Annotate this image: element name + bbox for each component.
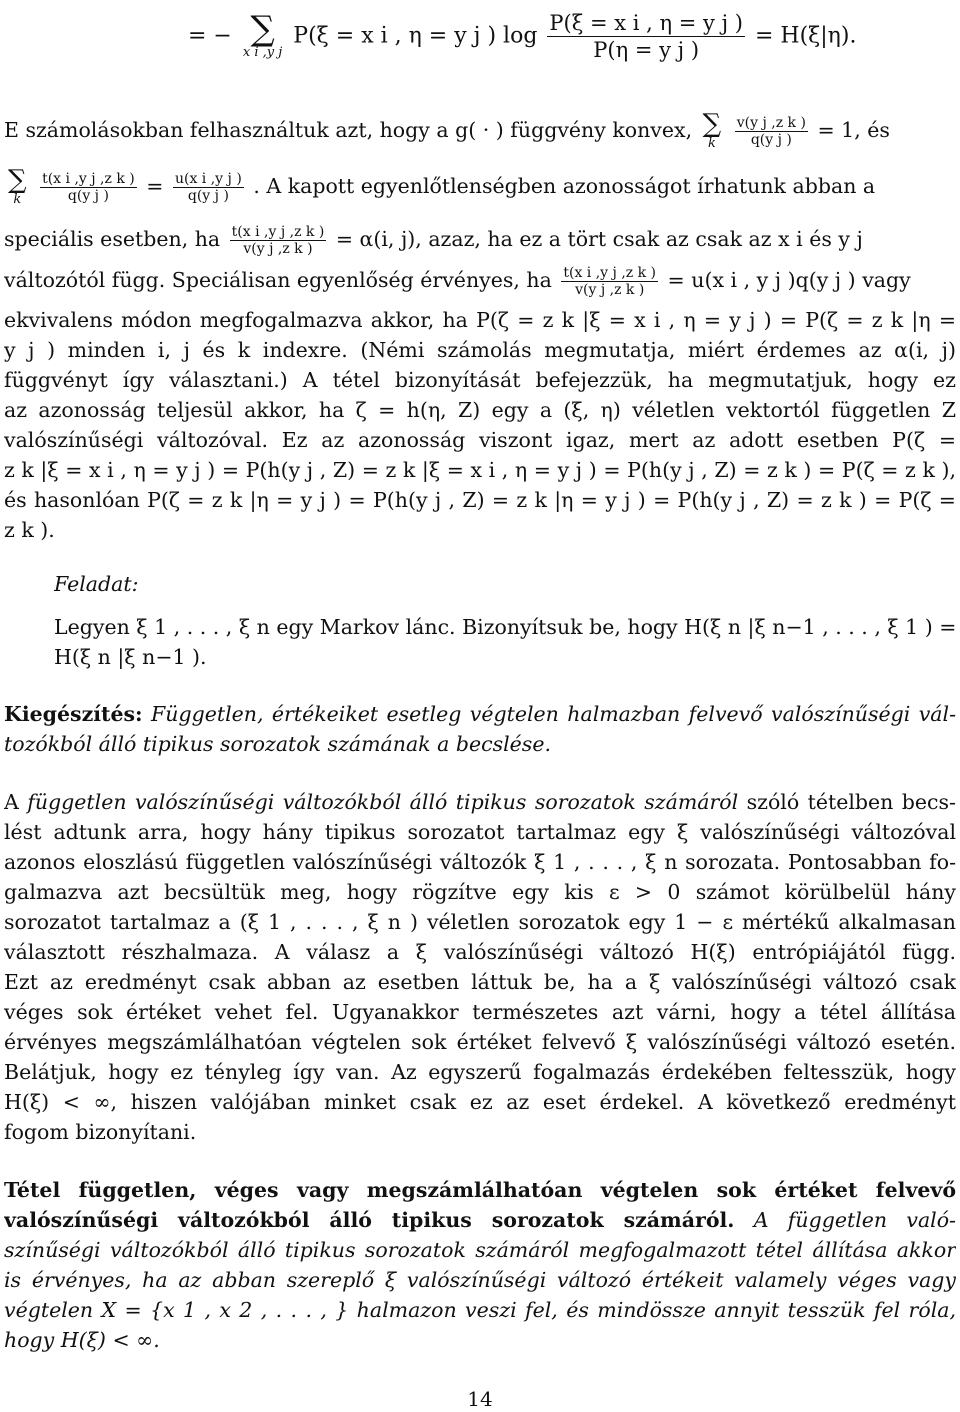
sum-subscript: k bbox=[707, 136, 716, 151]
p2-line-10: Belátjuk, hogy ez tényleg így van. Az egyszerű fogalmazás érdekében feltesszük, hogy bbox=[4, 1060, 956, 1084]
p2-line-8: véges sok értéket vehet fel. Ugyanakkor természetes azt várni, hogy a tétel állítása bbox=[4, 1000, 956, 1024]
supplement-text: Független, értékeiket esetleg végtelen halmazban felvevő valószínűségi vál- bbox=[151, 702, 956, 726]
p1-l3-tail: = α(i, j), azaz, ha ez a tört csak az csak az x i és y j bbox=[335, 227, 863, 251]
theorem-title-1: Tétel független, véges vagy megszámlálhatóan végtelen sok értéket felvevő bbox=[4, 1178, 956, 1202]
theorem-line-4 bbox=[4, 1268, 956, 1292]
p1-l3-head: speciális esetben, ha bbox=[4, 227, 221, 251]
fraction bbox=[173, 171, 244, 204]
p1-line-2 bbox=[4, 168, 956, 207]
p2-line-1 bbox=[4, 790, 956, 814]
page-number: 14 bbox=[467, 1387, 493, 1411]
theorem-text-4: is érvényes, ha az abban szereplő ξ valószínűségi változó értékeit valamely véges vagy bbox=[4, 1268, 956, 1292]
fraction bbox=[40, 171, 137, 204]
denominator: q(y j ) bbox=[67, 188, 109, 204]
theorem-text-5: végtelen X = {x 1 , x 2 , . . . , } halmazon veszi fel, és mindössze annyit tesszük fel róla, bbox=[4, 1298, 956, 1322]
p2-line-12: fogom bizonyítani. bbox=[4, 1120, 197, 1144]
p1-line-12: z k ). bbox=[4, 518, 55, 542]
p2-line-11: H(ξ) < ∞, hiszen valójában minket csak ez az eset érdekel. A következő eredményt bbox=[4, 1090, 956, 1114]
theorem-text-3: színűségi változókból álló tipikus sorozatok számáról megfogalmazott tétel állítása akkor bbox=[4, 1238, 956, 1262]
p1-l1-tail: = 1, és bbox=[817, 118, 890, 142]
fraction bbox=[230, 224, 327, 257]
p1-line-9: valószínűségi változóval. Ez az azonosság viszont igaz, mert az adott esetben P(ζ = bbox=[4, 428, 956, 452]
theorem-line-6 bbox=[4, 1328, 956, 1352]
theorem-title-2: valószínűségi változókból álló tipikus sorozatok számáról. bbox=[4, 1208, 735, 1232]
supplement-text-2: tozókból álló tipikus sorozatok számának a becslése. bbox=[4, 732, 551, 756]
eq-denominator: P(η = y j ) bbox=[593, 38, 700, 62]
p2-l1-a: A bbox=[4, 790, 19, 814]
theorem-line-3 bbox=[4, 1238, 956, 1262]
p1-line-10: z k |ξ = x i , η = y j ) = P(h(y j , Z) = z k |ξ = x i , η = y j ) = P(h(y j , Z) = z k ) = P(ζ = z k ), bbox=[4, 458, 956, 482]
p1-line-1 bbox=[4, 112, 956, 151]
sum-subscript: x i ,y j bbox=[242, 45, 283, 60]
equation-top bbox=[188, 10, 856, 63]
task-label bbox=[54, 572, 956, 596]
p2-line-4: galmazva azt becsültük meg, hogy rögzítve egy kis ε > 0 számot körülbelül hány bbox=[4, 880, 956, 904]
theorem-line-1 bbox=[4, 1178, 956, 1202]
p1-line-8: az azonosság teljesül akkor, ha ζ = h(η, Z) egy a (ξ, η) véletlen vektortól független Z bbox=[4, 398, 956, 422]
denominator: q(y j ) bbox=[750, 132, 792, 148]
equals: = bbox=[146, 174, 164, 198]
eq-term: P(ξ = x i , η = y j ) log bbox=[293, 23, 538, 49]
p2-l1-c: szóló tételben becs- bbox=[746, 790, 956, 814]
p2-line-2: lést adtunk arra, hogy hány tipikus sorozatot tartalmaz egy ξ valószínűségi változóval bbox=[4, 820, 956, 844]
p1-l1-text: E számolásokban felhasználtuk azt, hogy a g( · ) függvény konvex, bbox=[4, 118, 693, 142]
sum-symbol: ∑ k bbox=[8, 168, 27, 207]
eq-fraction bbox=[547, 10, 745, 63]
p2-l1-italic: független valószínűségi változókból álló tipikus sorozatok számáról bbox=[27, 790, 739, 814]
denominator: v(y j ,z k ) bbox=[575, 282, 645, 298]
denominator: q(y j ) bbox=[187, 188, 229, 204]
sum-subscript: k bbox=[13, 192, 22, 207]
task-line-2: H(ξ n |ξ n−1 ). bbox=[54, 645, 207, 669]
eq-rhs: = H(ξ|η). bbox=[754, 23, 857, 49]
fraction bbox=[735, 115, 808, 148]
p1-line-11: és hasonlóan P(ζ = z k |η = y j ) = P(h(y j , Z) = z k |η = y j ) = P(h(y j , Z) = z k ) = P(ζ = bbox=[4, 488, 956, 512]
numerator: t(x i ,y j ,z k ) bbox=[563, 265, 657, 281]
p1-l2-tail: . A kapott egyenlőtlenségben azonosságot írhatunk abban a bbox=[253, 174, 876, 198]
numerator: t(x i ,y j ,z k ) bbox=[231, 224, 325, 240]
p1-line-3 bbox=[4, 224, 956, 257]
p2-line-7: Ezt az eredményt csak abban az esetben láttuk be, ha a ξ valószínűségi változó csak bbox=[4, 970, 956, 994]
eq-lead: = − bbox=[188, 23, 232, 49]
eq-numerator: P(ξ = x i , η = y j ) bbox=[549, 11, 743, 35]
p2-line-6: választott részhalmaza. A válasz a ξ valószínűségi változó H(ξ) entrópiájától függ. bbox=[4, 940, 956, 964]
supplement-line-2 bbox=[4, 732, 956, 756]
p1-line-4 bbox=[4, 265, 956, 298]
theorem-line-5 bbox=[4, 1298, 956, 1322]
fraction bbox=[561, 265, 658, 298]
p1-line-5: ekvivalens módon megfogalmazva akkor, ha P(ζ = z k |ξ = x i , η = y j ) = P(ζ = z k |η = bbox=[4, 308, 956, 332]
theorem-text-start: A független való- bbox=[753, 1208, 956, 1232]
supplement-heading: Kiegészítés: bbox=[4, 702, 143, 726]
task-label-text: Feladat: bbox=[54, 572, 139, 596]
numerator: u(x i ,y j ) bbox=[174, 171, 242, 187]
p1-line-6: y j ) minden i, j és k indexre. (Némi számolás megmutatja, miért érdemes az α(i, j) bbox=[4, 338, 956, 362]
numerator: v(y j ,z k ) bbox=[736, 115, 806, 131]
p2-line-5: sorozatot tartalmaz a (ξ 1 , . . . , ξ n ) véletlen sorozatok egy 1 − ε mértékű alkalmasan bbox=[4, 910, 956, 934]
supplement-line-1 bbox=[4, 702, 956, 726]
denominator: v(y j ,z k ) bbox=[243, 241, 313, 257]
p2-line-9: érvényes megszámlálhatóan végtelen sok értéket felvevő ξ valószínűségi változó esetén. bbox=[4, 1030, 956, 1054]
theorem-line-2 bbox=[4, 1208, 956, 1232]
p1-l4-tail: = u(x i , y j )q(y j ) vagy bbox=[667, 268, 911, 292]
numerator: t(x i ,y j ,z k ) bbox=[42, 171, 135, 187]
sum-symbol: ∑ x i ,y j bbox=[242, 9, 283, 60]
p2-line-3: azonos eloszlású független valószínűségi változók ξ 1 , . . . , ξ n sorozata. Pontosabban fo- bbox=[4, 850, 956, 874]
p1-line-7: függvényt így választani.) A tétel bizonyítását befejezzük, ha megmutatjuk, hogy ez bbox=[4, 368, 956, 392]
task-line-1: Legyen ξ 1 , . . . , ξ n egy Markov lánc. Bizonyítsuk be, hogy H(ξ n |ξ n−1 , . . . , ξ 1 ) = bbox=[54, 615, 956, 639]
p1-l4-head: változótól függ. Speciálisan egyenlőség érvényes, ha bbox=[4, 268, 552, 292]
sum-symbol: ∑ k bbox=[702, 112, 722, 151]
theorem-text-6: hogy H(ξ) < ∞. bbox=[4, 1328, 160, 1352]
